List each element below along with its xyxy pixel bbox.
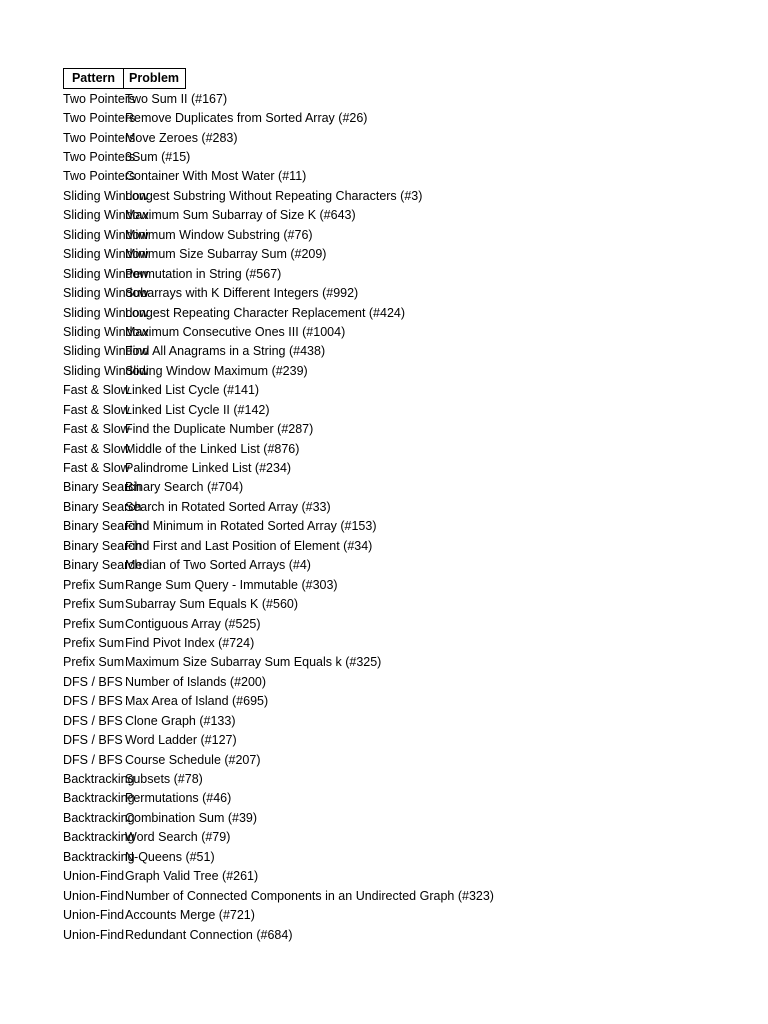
problem-cell[interactable]: Longest Repeating Character Replacement (#424) — [125, 305, 406, 320]
problem-cell[interactable]: Permutations (#46) — [125, 791, 232, 806]
table-row[interactable] — [63, 672, 743, 691]
pattern-cell[interactable]: Two Pointers — [63, 111, 136, 126]
table-row[interactable] — [63, 342, 743, 361]
problem-cell[interactable]: Palindrome Linked List (#234) — [125, 461, 292, 476]
table-row[interactable] — [63, 361, 743, 380]
table-row[interactable] — [63, 517, 743, 536]
table-row[interactable] — [63, 167, 743, 186]
problem-cell[interactable]: Sliding Window Maximum (#239) — [125, 363, 308, 378]
table-row[interactable] — [63, 439, 743, 458]
pattern-cell[interactable]: Binary Search — [63, 538, 142, 553]
table-row[interactable] — [63, 925, 743, 944]
pattern-cell[interactable]: Two Pointers — [63, 150, 136, 165]
pattern-cell[interactable]: Backtracking — [63, 810, 135, 825]
table-row[interactable] — [63, 225, 743, 244]
table-body — [63, 89, 743, 944]
table-row[interactable] — [63, 147, 743, 166]
problem-cell[interactable]: Two Sum II (#167) — [125, 91, 228, 106]
problem-cell[interactable]: Max Area of Island (#695) — [125, 694, 269, 709]
problem-cell[interactable]: Graph Valid Tree (#261) — [125, 869, 259, 884]
problem-cell[interactable]: Subarrays with K Different Integers (#992) — [125, 286, 359, 301]
pattern-cell[interactable]: Backtracking — [63, 772, 135, 787]
table-row[interactable] — [63, 556, 743, 575]
problem-cell[interactable]: Subsets (#78) — [125, 772, 203, 787]
problem-cell[interactable]: Maximum Sum Subarray of Size K (#643) — [125, 208, 356, 223]
pattern-cell[interactable]: Backtracking — [63, 849, 135, 864]
table-row[interactable] — [63, 614, 743, 633]
pattern-cell[interactable]: Fast & Slow — [63, 383, 130, 398]
problem-cell[interactable]: Contiguous Array (#525) — [125, 616, 261, 631]
problem-cell[interactable]: Number of Islands (#200) — [125, 674, 267, 689]
problem-cell[interactable]: Linked List Cycle II (#142) — [125, 402, 270, 417]
problem-cell[interactable]: 3Sum (#15) — [125, 150, 191, 165]
problem-cell[interactable]: Binary Search (#704) — [125, 480, 244, 495]
pattern-cell[interactable]: Union-Find — [63, 869, 125, 884]
table-row[interactable] — [63, 789, 743, 808]
pattern-cell[interactable]: DFS / BFS — [63, 694, 123, 709]
table-row[interactable] — [63, 186, 743, 205]
pattern-cell[interactable]: Prefix Sum — [63, 635, 125, 650]
table-row[interactable] — [63, 458, 743, 477]
table-row[interactable] — [63, 283, 743, 302]
pattern-cell[interactable]: Binary Search — [63, 558, 142, 573]
pattern-cell[interactable]: Binary Search — [63, 480, 142, 495]
table-row[interactable] — [63, 730, 743, 749]
spreadsheet-table — [63, 68, 743, 944]
problem-cell[interactable]: N-Queens (#51) — [125, 849, 215, 864]
problem-cell[interactable]: Median of Two Sorted Arrays (#4) — [125, 558, 311, 573]
pattern-cell[interactable]: DFS / BFS — [63, 733, 123, 748]
table-row[interactable] — [63, 711, 743, 730]
pattern-cell[interactable]: Fast & Slow — [63, 441, 130, 456]
table-row[interactable] — [63, 303, 743, 322]
header-problem[interactable]: Problem — [124, 68, 186, 89]
pattern-cell[interactable]: Sliding Window — [63, 227, 149, 242]
problem-cell[interactable]: Middle of the Linked List (#876) — [125, 441, 300, 456]
pattern-cell[interactable]: Binary Search — [63, 519, 142, 534]
table-row[interactable] — [63, 400, 743, 419]
table-row[interactable] — [63, 594, 743, 613]
table-row[interactable] — [63, 692, 743, 711]
pattern-cell[interactable]: Fast & Slow — [63, 461, 130, 476]
problem-cell[interactable]: Find the Duplicate Number (#287) — [125, 422, 314, 437]
problem-cell[interactable]: Longest Substring Without Repeating Characters (#3) — [125, 188, 423, 203]
pattern-cell[interactable]: Sliding Window — [63, 305, 149, 320]
pattern-cell[interactable]: Sliding Window — [63, 344, 149, 359]
pattern-cell[interactable]: DFS / BFS — [63, 752, 123, 767]
problem-cell[interactable]: Number of Connected Components in an Undirected Graph (#323) — [125, 888, 494, 903]
problem-cell[interactable]: Container With Most Water (#11) — [125, 169, 307, 184]
pattern-cell[interactable]: Fast & Slow — [63, 422, 130, 437]
table-row[interactable] — [63, 264, 743, 283]
pattern-cell[interactable]: Union-Find — [63, 908, 125, 923]
table-row[interactable] — [63, 108, 743, 127]
pattern-cell[interactable]: Union-Find — [63, 927, 125, 942]
problem-cell[interactable]: Maximum Size Subarray Sum Equals k (#325) — [125, 655, 382, 670]
pattern-cell[interactable]: DFS / BFS — [63, 713, 123, 728]
pattern-cell[interactable]: Sliding Window — [63, 208, 149, 223]
pattern-cell[interactable]: Backtracking — [63, 791, 135, 806]
table-row[interactable] — [63, 536, 743, 555]
table-row[interactable] — [63, 847, 743, 866]
table-row[interactable] — [63, 633, 743, 652]
problem-cell[interactable]: Word Search (#79) — [125, 830, 231, 845]
problem-cell[interactable]: Permutation in String (#567) — [125, 266, 282, 281]
table-row[interactable] — [63, 808, 743, 827]
table-row[interactable] — [63, 381, 743, 400]
problem-cell[interactable]: Minimum Size Subarray Sum (#209) — [125, 247, 327, 262]
problem-cell[interactable]: Range Sum Query - Immutable (#303) — [125, 577, 338, 592]
problem-cell[interactable]: Word Ladder (#127) — [125, 733, 237, 748]
pattern-cell[interactable]: Backtracking — [63, 830, 135, 845]
table-row[interactable] — [63, 828, 743, 847]
problem-cell[interactable]: Maximum Consecutive Ones III (#1004) — [125, 324, 346, 339]
pattern-cell[interactable]: Sliding Window — [63, 266, 149, 281]
pattern-cell[interactable]: Sliding Window — [63, 188, 149, 203]
table-row[interactable] — [63, 575, 743, 594]
pattern-cell[interactable]: Two Pointers — [63, 130, 136, 145]
problem-cell[interactable]: Move Zeroes (#283) — [125, 130, 238, 145]
table-row[interactable] — [63, 750, 743, 769]
pattern-cell[interactable]: Sliding Window — [63, 286, 149, 301]
header-pattern[interactable]: Pattern — [63, 68, 124, 89]
problem-cell[interactable]: Linked List Cycle (#141) — [125, 383, 260, 398]
table-row[interactable] — [63, 886, 743, 905]
table-row[interactable] — [63, 89, 743, 108]
problem-cell[interactable]: Subarray Sum Equals K (#560) — [125, 597, 299, 612]
problem-cell[interactable]: Course Schedule (#207) — [125, 752, 261, 767]
pattern-cell[interactable]: Two Pointers — [63, 169, 136, 184]
pattern-cell[interactable]: DFS / BFS — [63, 674, 123, 689]
pattern-cell[interactable]: Sliding Window — [63, 363, 149, 378]
table-row[interactable] — [63, 128, 743, 147]
pattern-cell[interactable]: Sliding Window — [63, 324, 149, 339]
table-row[interactable] — [63, 478, 743, 497]
problem-cell[interactable]: Minimum Window Substring (#76) — [125, 227, 313, 242]
pattern-cell[interactable]: Two Pointers — [63, 91, 136, 106]
problem-cell[interactable]: Find First and Last Position of Element (#34) — [125, 538, 373, 553]
problem-cell[interactable]: Search in Rotated Sorted Array (#33) — [125, 499, 331, 514]
problem-cell[interactable]: Find All Anagrams in a String (#438) — [125, 344, 326, 359]
pattern-cell[interactable]: Prefix Sum — [63, 655, 125, 670]
table-row[interactable] — [63, 245, 743, 264]
table-row[interactable] — [63, 867, 743, 886]
table-row[interactable] — [63, 206, 743, 225]
pattern-cell[interactable]: Fast & Slow — [63, 402, 130, 417]
problem-cell[interactable]: Find Minimum in Rotated Sorted Array (#153) — [125, 519, 377, 534]
table-row[interactable] — [63, 497, 743, 516]
table-header-row — [63, 68, 743, 89]
problem-cell[interactable]: Combination Sum (#39) — [125, 810, 258, 825]
table-row[interactable] — [63, 322, 743, 341]
problem-cell[interactable]: Find Pivot Index (#724) — [125, 635, 255, 650]
pattern-cell[interactable]: Prefix Sum — [63, 577, 125, 592]
table-row[interactable] — [63, 419, 743, 438]
table-row[interactable] — [63, 769, 743, 788]
pattern-cell[interactable]: Prefix Sum — [63, 616, 125, 631]
pattern-cell[interactable]: Binary Search — [63, 499, 142, 514]
problem-cell[interactable]: Remove Duplicates from Sorted Array (#26) — [125, 111, 368, 126]
problem-cell[interactable]: Accounts Merge (#721) — [125, 908, 255, 923]
table-row[interactable] — [63, 653, 743, 672]
table-row[interactable] — [63, 905, 743, 924]
pattern-cell[interactable]: Sliding Window — [63, 247, 149, 262]
pattern-cell[interactable]: Union-Find — [63, 888, 125, 903]
pattern-cell[interactable]: Prefix Sum — [63, 597, 125, 612]
problem-cell[interactable]: Clone Graph (#133) — [125, 713, 236, 728]
problem-cell[interactable]: Redundant Connection (#684) — [125, 927, 293, 942]
